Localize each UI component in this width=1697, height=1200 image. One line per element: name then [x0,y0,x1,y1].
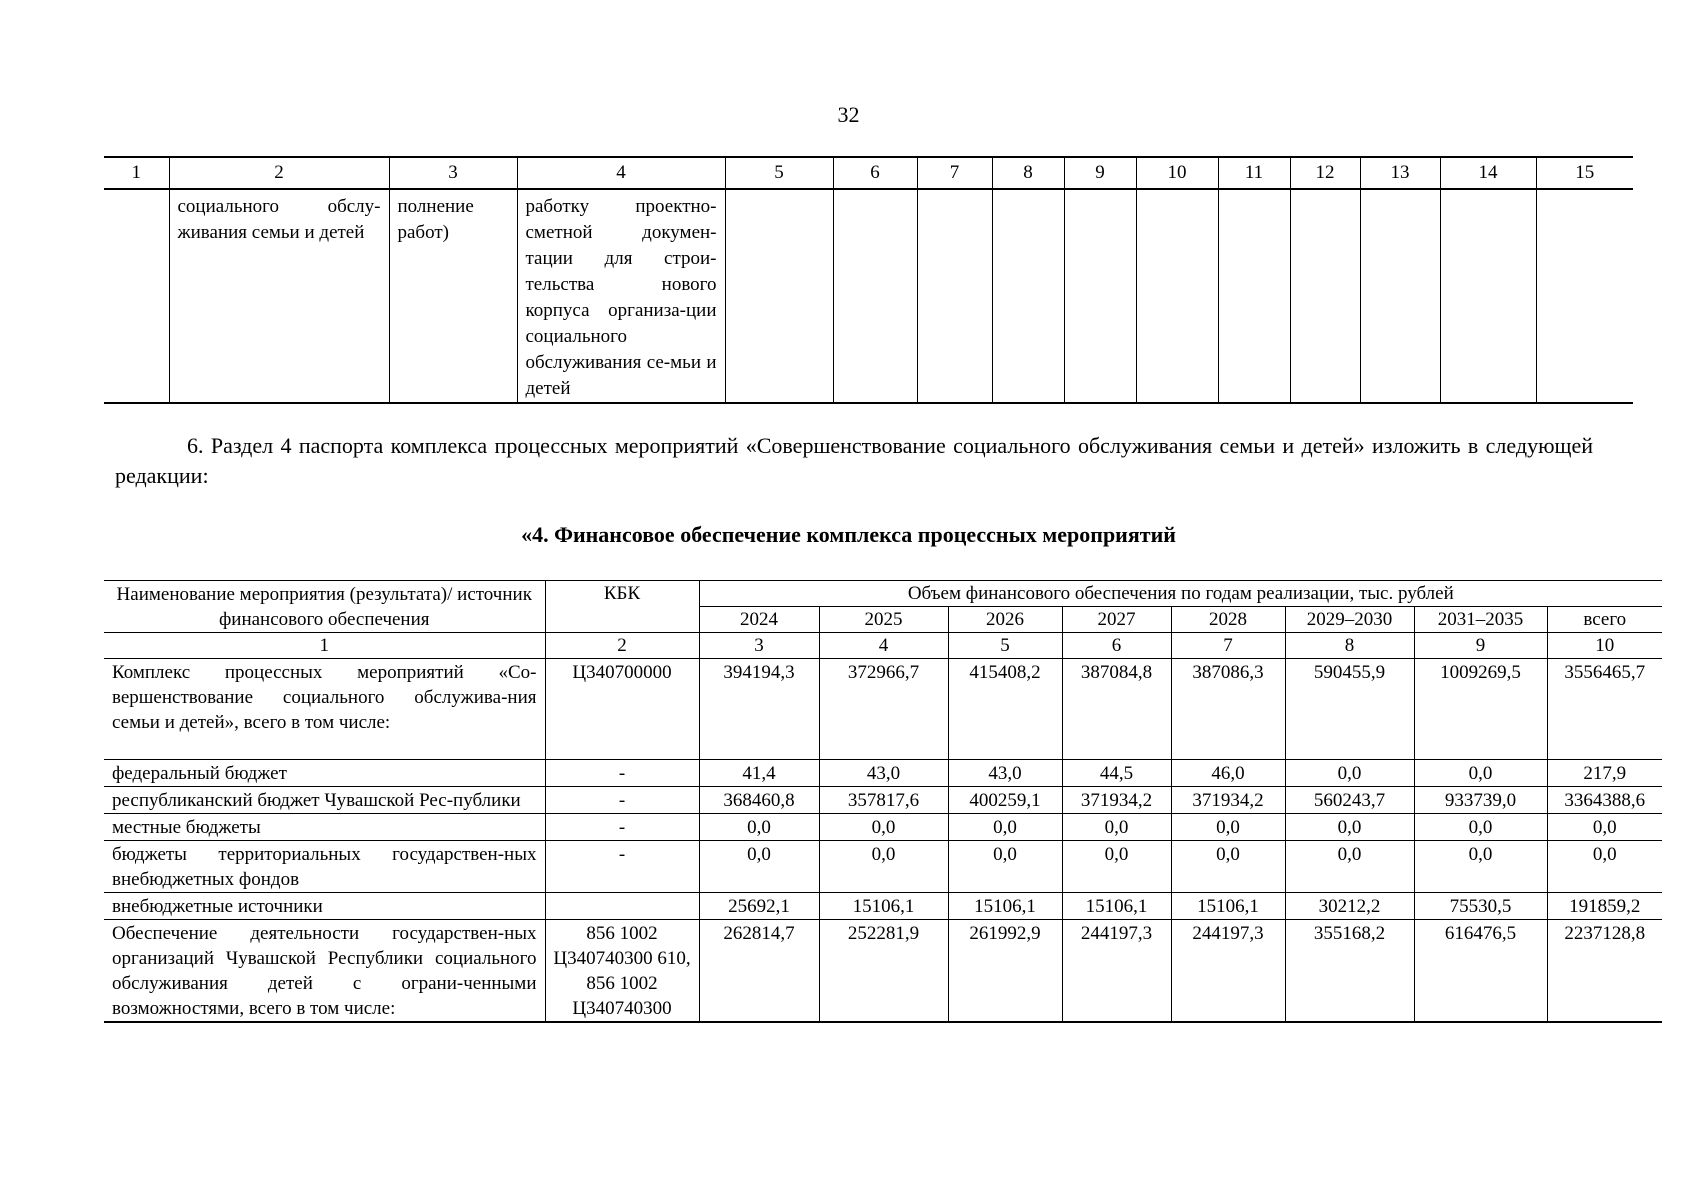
row-name: федеральный бюджет [104,760,545,787]
row-value: 0,0 [948,814,1062,841]
table-row [104,814,1662,841]
row-value: 371934,2 [1062,787,1171,814]
row-value: 15106,1 [948,893,1062,920]
row-value: 41,4 [699,760,819,787]
row-value: 387086,3 [1171,659,1285,760]
table-cell [1536,189,1633,403]
column-number: 9 [1414,633,1547,659]
row-value: 0,0 [1171,841,1285,893]
column-number: 14 [1440,157,1536,189]
continuation-table [104,156,1633,404]
column-number: 1 [104,633,545,659]
column-number: 3 [699,633,819,659]
row-value: 0,0 [819,841,948,893]
row-value: 1009269,5 [1414,659,1547,760]
row-kbk: - [545,760,699,787]
row-value: 933739,0 [1414,787,1547,814]
row-value: 0,0 [1062,841,1171,893]
row-value: 261992,9 [948,920,1062,1023]
row-value: 590455,9 [1285,659,1414,760]
row-value: 400259,1 [948,787,1062,814]
row-value: 15106,1 [1171,893,1285,920]
table-cell: социального обслу-живания семьи и детей [169,189,389,403]
row-value: 394194,3 [699,659,819,760]
row-value: 75530,5 [1414,893,1547,920]
row-value: 372966,7 [819,659,948,760]
row-value: 217,9 [1547,760,1662,787]
column-number: 1 [104,157,169,189]
row-name: местные бюджеты [104,814,545,841]
column-number: 10 [1136,157,1218,189]
column-number: 8 [992,157,1064,189]
header-name: Наименование мероприятия (результата)/ источник финансового обеспечения [104,581,545,633]
row-value: 0,0 [1171,814,1285,841]
row-value: 0,0 [1414,760,1547,787]
row-value: 30212,2 [1285,893,1414,920]
header-year: 2026 [948,607,1062,633]
header-volume: Объем финансового обеспечения по годам реализации, тыс. рублей [699,581,1662,607]
table-cell [1440,189,1536,403]
row-value: 0,0 [819,814,948,841]
column-number: 5 [948,633,1062,659]
row-value: 244197,3 [1062,920,1171,1023]
row-value: 191859,2 [1547,893,1662,920]
table-cell [1218,189,1290,403]
table-cell [1360,189,1440,403]
row-value: 0,0 [1414,841,1547,893]
column-number: 2 [169,157,389,189]
column-number: 3 [389,157,517,189]
row-name: Обеспечение деятельности государствен-ных организаций Чувашской Республики социального обслуживания детей с ограни-ченными возможностями, всего в том числе: [104,920,545,1023]
financing-table [104,580,1662,1023]
row-value: 0,0 [1547,841,1662,893]
header-year: 2029–2030 [1285,607,1414,633]
header-year: 2031–2035 [1414,607,1547,633]
row-kbk: 856 1002 Ц340740300 610, 856 1002 Ц340740300 [545,920,699,1023]
header-year: 2024 [699,607,819,633]
table-row [104,841,1662,893]
row-value: 0,0 [1547,814,1662,841]
row-value: 387084,8 [1062,659,1171,760]
header-total: всего [1547,607,1662,633]
row-value: 2237128,8 [1547,920,1662,1023]
column-number: 4 [517,157,725,189]
column-number: 4 [819,633,948,659]
table-row [104,920,1662,1023]
header-numbers-row [104,633,1662,659]
row-value: 355168,2 [1285,920,1414,1023]
row-value: 0,0 [948,841,1062,893]
row-value: 43,0 [819,760,948,787]
row-value: 25692,1 [699,893,819,920]
row-value: 252281,9 [819,920,948,1023]
column-number: 15 [1536,157,1633,189]
page-number: 32 [837,102,860,127]
column-number: 9 [1064,157,1136,189]
row-value: 0,0 [1062,814,1171,841]
row-value: 3556465,7 [1547,659,1662,760]
row-name: Комплекс процессных мероприятий «Со-вершенствование социального обслужива-ния семьи и детей», всего в том числе: [104,659,545,760]
table-cell [725,189,833,403]
column-number: 6 [833,157,917,189]
row-name: внебюджетные источники [104,893,545,920]
table-cell [1064,189,1136,403]
header-kbk: КБК [545,581,699,633]
row-value: 46,0 [1171,760,1285,787]
row-value: 0,0 [1285,841,1414,893]
row-value: 0,0 [1285,760,1414,787]
table-cell [1290,189,1360,403]
row-value: 0,0 [1285,814,1414,841]
header-year: 2028 [1171,607,1285,633]
row-value: 262814,7 [699,920,819,1023]
row-value: 43,0 [948,760,1062,787]
row-kbk [545,893,699,920]
column-number: 8 [1285,633,1414,659]
table-cell [833,189,917,403]
row-value: 415408,2 [948,659,1062,760]
header-year: 2025 [819,607,948,633]
row-value: 560243,7 [1285,787,1414,814]
row-value: 0,0 [1414,814,1547,841]
row-value: 368460,8 [699,787,819,814]
body-paragraph: 6. Раздел 4 паспорта комплекса процессных мероприятий «Совершенствование социального обслуживания семьи и детей» изложить в следующей редакции: [115,433,1593,488]
column-number: 7 [1171,633,1285,659]
row-value: 357817,6 [819,787,948,814]
header-year: 2027 [1062,607,1171,633]
column-number: 11 [1218,157,1290,189]
column-number: 12 [1290,157,1360,189]
column-number: 7 [917,157,992,189]
column-number: 5 [725,157,833,189]
column-number: 13 [1360,157,1440,189]
table-cell: полнение работ) [389,189,517,403]
column-number: 6 [1062,633,1171,659]
header-row [104,581,1662,607]
column-number: 10 [1547,633,1662,659]
row-value: 0,0 [699,814,819,841]
table-cell [917,189,992,403]
table-row [104,189,1633,403]
row-value: 244197,3 [1171,920,1285,1023]
row-value: 0,0 [699,841,819,893]
table-cell [992,189,1064,403]
row-value: 616476,5 [1414,920,1547,1023]
row-value: 3364388,6 [1547,787,1662,814]
table-row [104,659,1662,760]
table-row [104,787,1662,814]
continuation-header-row [104,157,1633,189]
table-cell [104,189,169,403]
row-value: 15106,1 [1062,893,1171,920]
row-kbk: Ц340700000 [545,659,699,760]
table-row [104,760,1662,787]
section-heading: «4. Финансовое обеспечение комплекса процессных мероприятий [521,522,1176,547]
column-number: 2 [545,633,699,659]
table-row [104,893,1662,920]
row-value: 44,5 [1062,760,1171,787]
table-cell: работку проектно-сметной докумен-тации для строи-тельства нового корпуса организа-ции социального обслуживания се-мьи и детей [517,189,725,403]
row-kbk: - [545,787,699,814]
row-kbk: - [545,841,699,893]
row-name: республиканский бюджет Чувашской Рес-публики [104,787,545,814]
row-name: бюджеты территориальных государствен-ных внебюджетных фондов [104,841,545,893]
row-kbk: - [545,814,699,841]
row-value: 15106,1 [819,893,948,920]
row-value: 371934,2 [1171,787,1285,814]
table-cell [1136,189,1218,403]
